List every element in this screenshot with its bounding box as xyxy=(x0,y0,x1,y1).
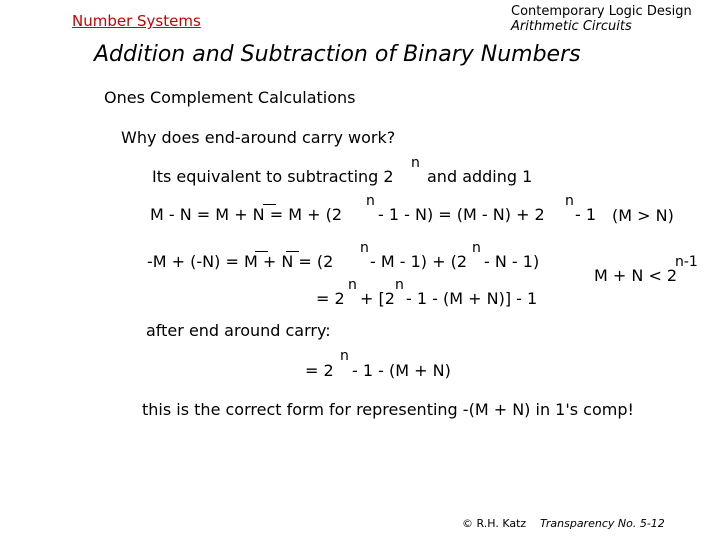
exponent-n: n xyxy=(340,348,349,364)
equation-step-end: - 1 - (M + N)] - 1 xyxy=(406,289,538,308)
condition-m-greater-n: (M > N) xyxy=(612,206,674,225)
complement-bar xyxy=(263,204,276,205)
equation-step-mid: + [2 xyxy=(360,289,395,308)
equivalence-text-tail: and adding 1 xyxy=(427,167,533,186)
section-label: Number Systems xyxy=(72,12,201,30)
equation-step: = 2 xyxy=(316,289,345,308)
slide-subtitle: Ones Complement Calculations xyxy=(104,88,356,107)
equation-neg-m-neg-n: -M + (-N) = M + N = (2 xyxy=(147,252,334,271)
exponent-n: n xyxy=(360,240,369,256)
footer-author: © R.H. Katz xyxy=(462,517,527,530)
equation-neg-m-neg-n-mid: - M - 1) + (2 xyxy=(370,252,468,271)
complement-bar xyxy=(286,251,299,252)
equivalence-text: Its equivalent to subtracting 2 xyxy=(152,167,394,186)
equation-neg-m-neg-n-end: - N - 1) xyxy=(484,252,540,271)
equation-m-minus-n-mid: - 1 - N) = (M - N) + 2 xyxy=(378,205,545,224)
exponent-n-minus-1: n-1 xyxy=(675,254,698,270)
equation-result-end: - 1 - (M + N) xyxy=(352,361,451,380)
exponent-n: n xyxy=(472,240,481,256)
exponent-n: n xyxy=(411,155,420,171)
course-title: Contemporary Logic Design xyxy=(511,4,692,19)
exponent-n: n xyxy=(348,277,357,293)
exponent-n: n xyxy=(395,277,404,293)
complement-bar xyxy=(255,251,268,252)
equation-m-minus-n-end: - 1 xyxy=(575,205,597,224)
chapter-title: Arithmetic Circuits xyxy=(511,19,632,34)
after-carry-text: after end around carry: xyxy=(146,321,331,340)
slide-title: Addition and Subtraction of Binary Numbers xyxy=(94,42,581,67)
footer-transparency: Transparency No. 5-12 xyxy=(540,517,665,530)
equation-result: = 2 xyxy=(305,361,334,380)
exponent-n: n xyxy=(366,193,375,209)
question-text: Why does end-around carry work? xyxy=(121,128,396,147)
condition-m-plus-n: M + N < 2 xyxy=(594,266,678,285)
exponent-n: n xyxy=(565,193,574,209)
conclusion-text: this is the correct form for representing -(M + N) in 1's comp! xyxy=(142,400,634,419)
equation-m-minus-n: M - N = M + N = M + (2 xyxy=(150,205,343,224)
